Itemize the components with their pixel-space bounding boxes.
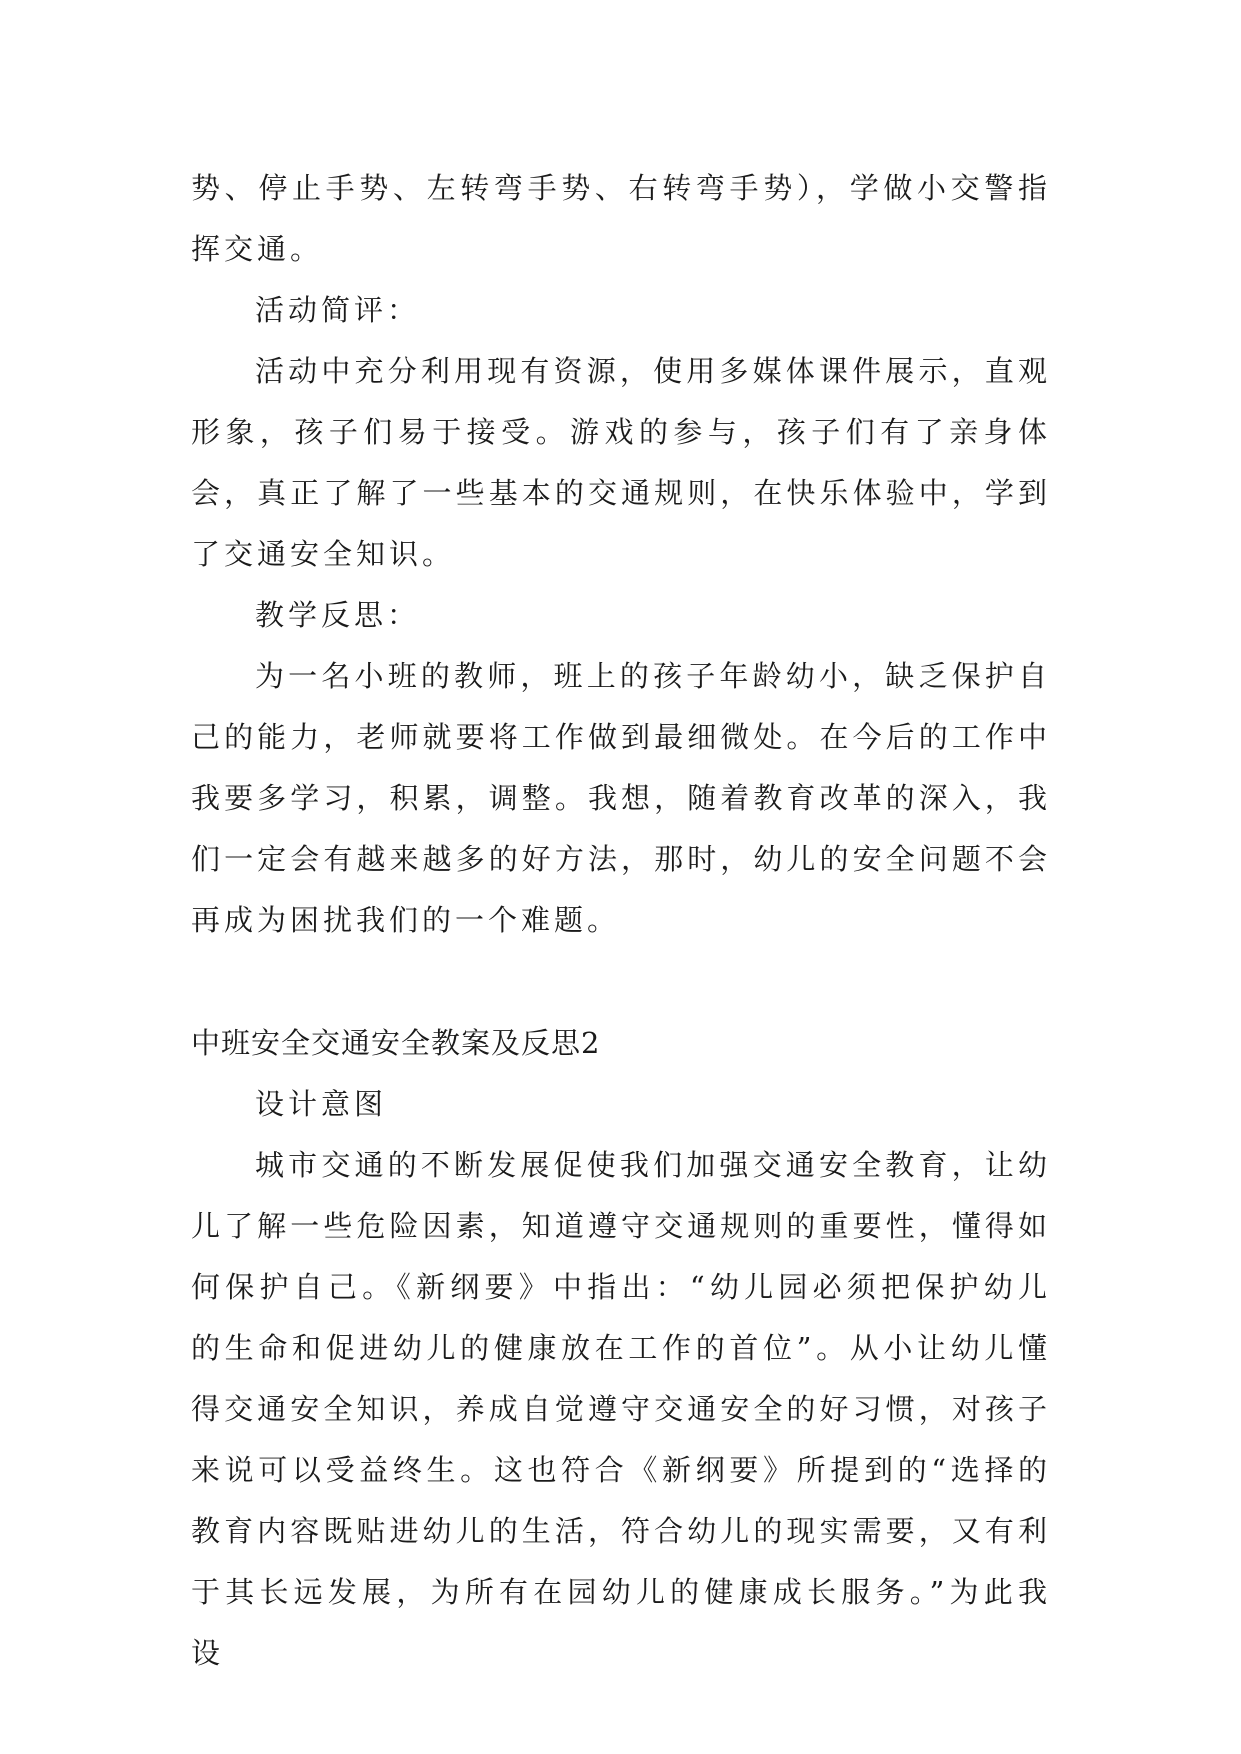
label-teaching-reflection: 教学反思：: [255, 598, 421, 632]
document-body: [191, 158, 1051, 1684]
section-title: 中班安全交通安全教案及反思2: [191, 1026, 601, 1060]
paragraph-design-intent: 城市交通的不断发展促使我们加强交通安全教育，让幼儿了解一些危险因素，知道遵守交通规则的重要性，懂得如何保护自己。《新纲要》中指出：“幼儿园必须把保护幼儿的生命和促进幼儿的健康放在工作的首位”。从小让幼儿懂得交通安全知识，养成自觉遵守交通安全的好习惯，对孩子来说可以受益终生。这也符合《新纲要》所提到的“选择的教育内容既贴进幼儿的生活，符合幼儿的现实需要，又有利于其长远发展，为所有在园幼儿的健康成长服务。”为此我设: [191, 1148, 1051, 1670]
section-gap: [191, 951, 1051, 1013]
label-activity-review: 活动简评：: [255, 293, 421, 327]
label-design-intent: 设计意图: [255, 1087, 388, 1121]
paragraph-gestures: 势、停止手势、左转弯手势、右转弯手势），学做小交警指挥交通。: [191, 171, 1051, 266]
paragraph-activity-review: 活动中充分利用现有资源，使用多媒体课件展示，直观形象，孩子们易于接受。游戏的参与，孩子们有了亲身体会，真正了解了一些基本的交通规则，在快乐体验中，学到了交通安全知识。: [191, 354, 1051, 571]
paragraph-teaching-reflection: 为一名小班的教师，班上的孩子年龄幼小，缺乏保护自己的能力，老师就要将工作做到最细微处。在今后的工作中我要多学习，积累，调整。我想，随着教育改革的深入，我们一定会有越来越多的好方法，那时，幼儿的安全问题不会再成为困扰我们的一个难题。: [191, 659, 1051, 937]
